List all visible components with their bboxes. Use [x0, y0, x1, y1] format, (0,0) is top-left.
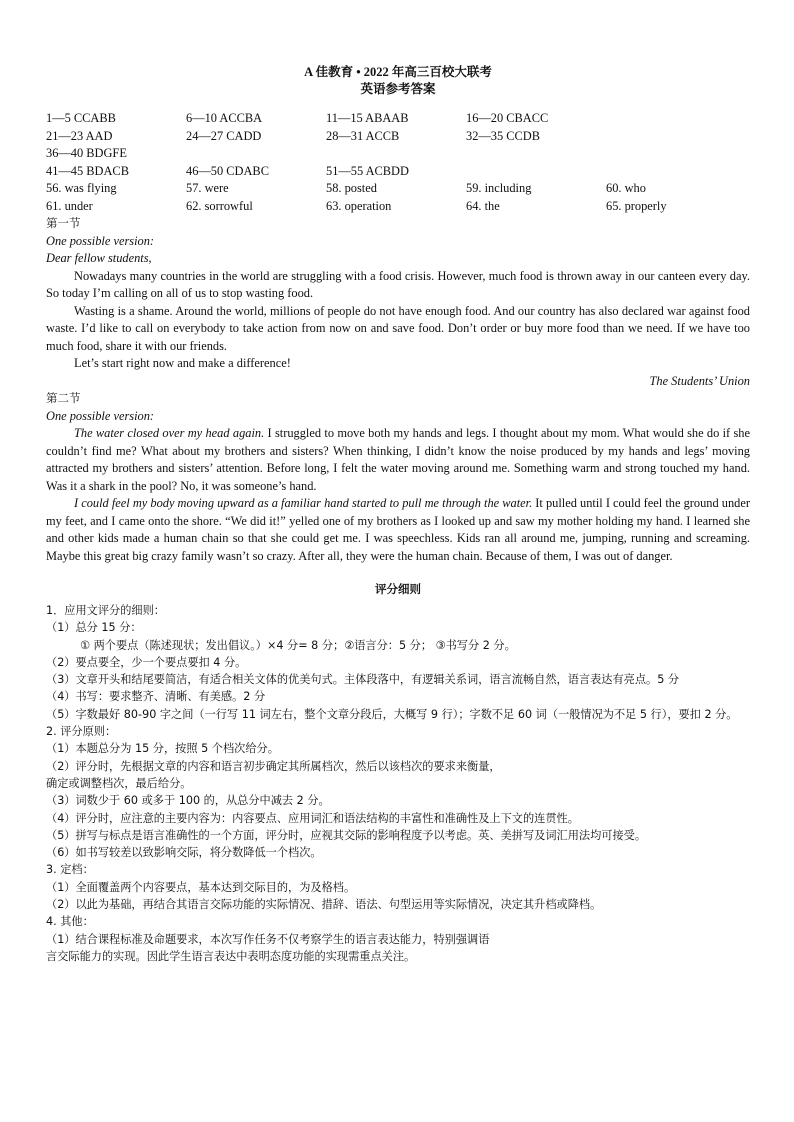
story-given-sentence-2: I could feel my body moving upward as a familiar hand started to pull me through the water. — [74, 496, 533, 510]
answer-item: 32—35 CCDB — [466, 128, 541, 143]
scoring-line: 2. 评分原则： — [46, 725, 117, 739]
letter-paragraph-2: Wasting is a shame. Around the world, millions of people do not have enough food. And our country has also declared war against food waste. I’d like to call on everybody to take action from now on and save food. Don’t order or buy more food than we need. If we have too much food, share it with our friends. — [46, 303, 750, 353]
section1-heading: 第一节 — [46, 216, 81, 230]
answer-item: 11—15 ABAAB — [326, 111, 409, 125]
answer-item: 6—10 ACCBA — [186, 111, 263, 125]
answer-item: 1—5 CCABB — [46, 111, 116, 125]
scoring-line: （5）拼写与标点是语言准确性的一个方面，评分时，应视其交际的影响程度予以考虑。英、美拼写及词汇用法均可接受。 — [46, 828, 647, 842]
answer-item: 24—27 CADD — [186, 128, 262, 143]
document-title: A 佳教育 • 2022 年高三百校大联考 — [304, 65, 492, 79]
scoring-title: 评分细则 — [375, 582, 421, 596]
scoring-line: （3）词数少于 60 或多于 100 的，从总分中减去 2 分。 — [46, 794, 330, 808]
scoring-line: 4. 其他： — [46, 915, 94, 929]
scoring-line: 言交际能力的实现。因此学生语言表达中表明态度功能的实现需重点关注。 — [46, 949, 416, 963]
story-text-1: I struggled to move both my hands and legs. I thought about my mom. What would she do if she couldn’t find me? What about my brothers and sisters? When thinking, I didn’t know the noise produced by my hands and legs’ moving attracted my brothers and sisters’ attention. Before long, I felt the water moving around me. Something warm and strong touched my hand. Was it a shark in the pool? No, it was someone’s hand. — [46, 426, 751, 493]
scoring-line: 1．应用文评分的细则： — [46, 604, 165, 617]
scoring-line: ① 两个要点（陈述现状；发出倡议。）×4 分= 8 分；②语言分：5 分； ③书写分 2 分。 — [80, 638, 516, 652]
scoring-line: （2）评分时，先根据文章的内容和语言初步确定其所属档次，然后以该档次的要求来衡量， — [46, 759, 501, 773]
answer-key-grid — [46, 110, 750, 215]
answer-item: 21—23 AAD — [46, 128, 113, 143]
scoring-line: 3. 定档： — [46, 863, 94, 877]
scoring-line: （6）如书写较差以致影响交际，将分数降低一个档次。 — [46, 846, 322, 860]
document-subtitle: 英语参考答案 — [360, 82, 436, 96]
answer-item: 65. properly — [606, 198, 667, 213]
answer-item: 64. the — [466, 198, 500, 213]
story-paragraph-1 — [46, 425, 750, 495]
answer-document — [46, 64, 750, 965]
answer-item: 62. sorrowful — [186, 198, 253, 213]
scoring-rules — [46, 602, 750, 965]
answer-item: 60. who — [606, 181, 646, 195]
scoring-line: （4）评分时，应注意的主要内容为：内容要点、应用词汇和语法结构的丰富性和准确性及上下文的连贯性。 — [46, 811, 579, 825]
answer-item: 28—31 ACCB — [326, 128, 400, 143]
scoring-line: （2）以此为基础，再结合其语言交际功能的实际情况、措辞、语法、句型运用等实际情况，决定其升档或降档。 — [46, 898, 602, 912]
answer-item: 36—40 BDGFE — [46, 146, 127, 160]
scoring-line: （3）文章开头和结尾要简洁，有适合相关文体的优美句式。主体段落中，有逻辑关系词，语言流畅自然，语言表达有亮点。5 分 — [46, 673, 680, 687]
section2-heading: 第二节 — [46, 391, 81, 405]
scoring-line: （5）字数最好 80-90 字之间（一行写 11 词左右，整个文章分段后，大概写 9 行）；字数不足 60 词（一般情况为不足 5 行），要扣 2 分。 — [46, 707, 738, 721]
scoring-line: （1）全面覆盖两个内容要点，基本达到交际目的，为及格档。 — [46, 880, 356, 894]
answer-item: 46—50 CDABC — [186, 163, 269, 178]
scoring-line: （2）要点要全，少一个要点要扣 4 分。 — [46, 655, 247, 669]
letter-signature: The Students’ Union — [649, 373, 750, 388]
answer-item: 57. were — [186, 181, 229, 195]
section2-version-label: One possible version: — [46, 408, 155, 423]
answer-item: 41—45 BDACB — [46, 163, 129, 178]
letter-salutation: Dear fellow students, — [46, 251, 152, 265]
scoring-line: （4）书写：要求整齐、清晰、有美感。2 分 — [46, 690, 266, 704]
section1-version-label: One possible version: — [46, 233, 155, 248]
story-text-2: It pulled until I could feel the ground under my feet, and I came onto the shore. “We did it!” yelled one of my brothers as I looked up and saw my mother holding my hand. I learned she and other kids made a human chain so that she could get me. I was speechless. Kids ran all around me, jumping, running and screaming. Maybe this great big crazy family wasn’t so crazy. After all, they were the human chain. Because of them, I was out of danger. — [46, 496, 750, 563]
scoring-line: 确定或调整档次，最后给分。 — [46, 776, 192, 790]
scoring-line: （1）结合课程标准及命题要求，本次写作任务不仅考察学生的语言表达能力，特别强调语 — [46, 932, 490, 946]
answer-item: 63. operation — [326, 198, 392, 213]
answer-item: 51—55 ACBDD — [326, 163, 409, 178]
answer-item: 61. under — [46, 198, 93, 213]
scoring-line: （1）总分 15 分： — [46, 621, 142, 635]
answer-item: 56. was flying — [46, 181, 117, 195]
letter-paragraph-3: Let’s start right now and make a difference! — [74, 356, 291, 370]
answer-item: 58. posted — [326, 181, 377, 195]
scoring-line: （1）本题总分为 15 分，按照 5 个档次给分。 — [46, 742, 279, 756]
story-paragraph-2 — [46, 495, 750, 565]
story-given-sentence-1: The water closed over my head again. — [74, 426, 265, 440]
answer-item: 59. including — [466, 181, 532, 195]
letter-paragraph-1: Nowadays many countries in the world are struggling with a food crisis. However, much food is thrown away in our canteen every day. So today I’m calling on all of us to stop wasting food. — [46, 268, 750, 300]
answer-item: 16—20 CBACC — [466, 111, 549, 125]
